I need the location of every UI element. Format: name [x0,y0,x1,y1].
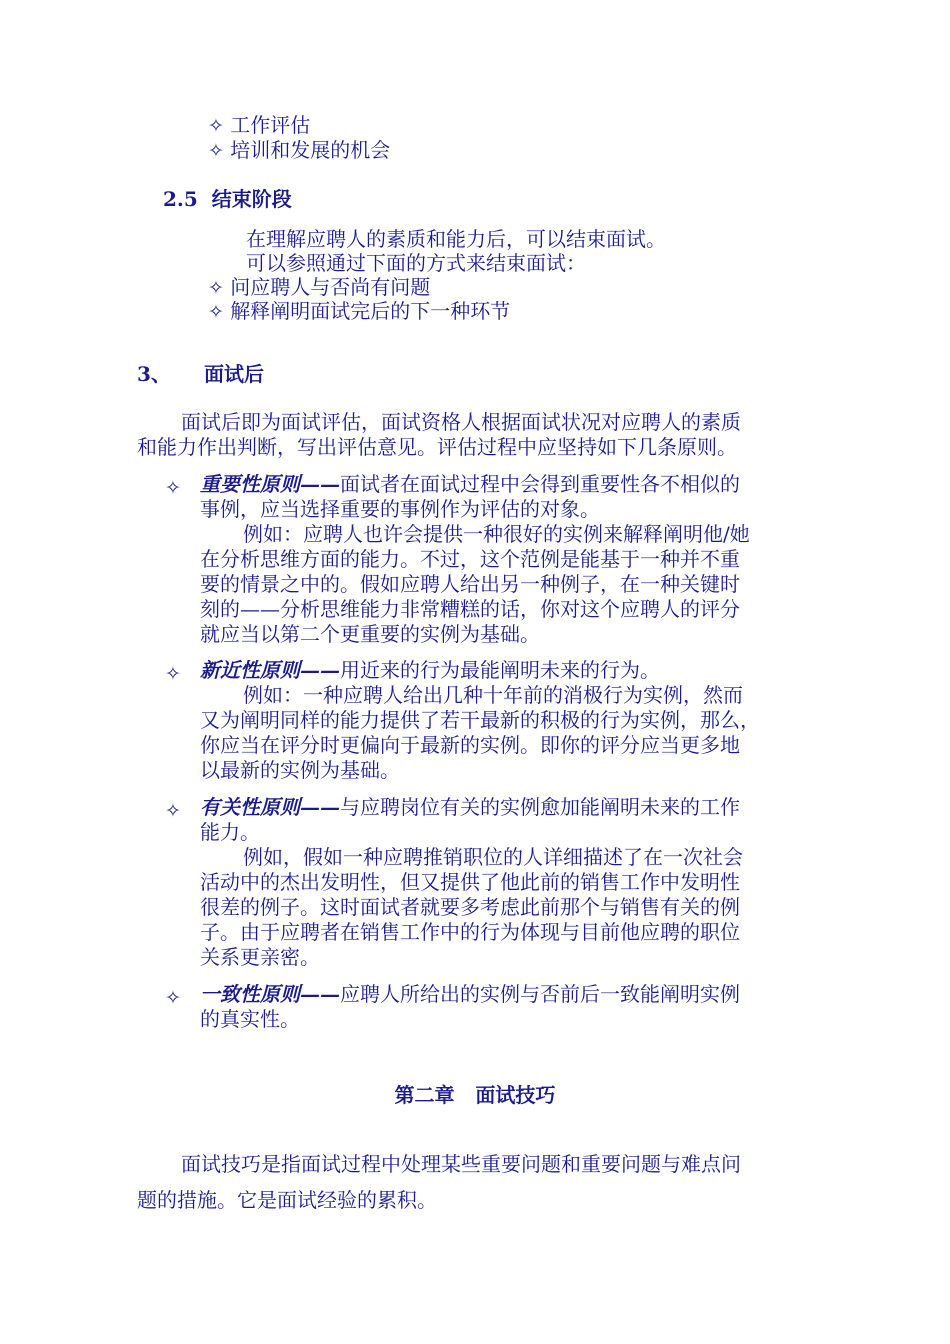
top-list-item-2 [208,138,390,163]
list-item-text: 工作评估 [230,113,311,137]
section-number: 2.5 [163,187,198,211]
principle-text: 面试者在面试过程中会得到重要性各不相似的 [340,472,740,496]
list-item-text: 问应聘人与否尚有问题 [230,275,431,299]
example-line: 子。由于应聘者在销售工作中的行为体现与目前他应聘的职位 [200,920,740,944]
principle-first-line [200,472,750,497]
principle-title: 有关性原则—— [200,795,340,819]
paragraph-line: 的真实性。 [200,1007,300,1031]
section-2-5-line-2: 可以参照通过下面的方式来结束面试： [246,251,586,275]
diamond-bullet-icon: ✧ [165,800,181,822]
diamond-bullet-icon: ✧ [208,140,224,162]
section-2-5-item-2 [208,299,510,324]
paragraph-line: 事例，应当选择重要的事例作为评估的对象。 [200,497,600,521]
example-line: 活动中的杰出发明性，但又提供了他此前的销售工作中发明性 [200,870,740,894]
example-line: 就应当以第二个更重要的实例为基础。 [200,622,540,646]
section-2-5-item-1 [208,275,430,300]
diamond-bullet-icon: ✧ [208,115,224,137]
section-3-intro [137,410,741,460]
chapter-intro [137,1146,741,1218]
paragraph-line: 和能力作出判断，写出评估意见。评估过程中应坚持如下几条原则。 [137,435,737,459]
principle-bullet-2 [165,661,181,686]
paragraph-line: 能力。 [200,820,260,844]
section-3-title: 面试后 [204,362,264,386]
chapter-heading: 第二章 面试技巧 [394,1083,556,1107]
top-list-item-1 [208,113,310,138]
example-line: 你应当在评分时更偏向于最新的实例。即你的评分应当更多地 [200,733,740,757]
paragraph-line: 面试后即为面试评估，面试资格人根据面试状况对应聘人的素质 [181,410,741,434]
list-item-text: 培训和发展的机会 [230,138,391,162]
example-line: 要的情景之中的。假如应聘人给出另一种例子，在一种关键时 [200,572,740,596]
principle-bullet-3 [165,798,181,823]
principle-title: 新近性原则—— [200,658,340,682]
section-2-5-line-1: 在理解应聘人的素质和能力后，可以结束面试。 [246,227,666,251]
example-line: 例如：应聘人也许会提供一种很好的实例来解释阐明他/她 [243,522,750,546]
principle-1 [200,472,750,647]
principle-text: 应聘人所给出的实例与否前后一致能阐明实例 [340,982,740,1006]
example-line: 很差的例子。这时面试者就要多考虑此前那个与销售有关的例 [200,895,740,919]
principle-2 [200,658,760,783]
section-number: 3、 [137,362,171,386]
list-item-text: 解释阐明面试完后的下一种环节 [230,299,511,323]
principle-first-line [200,795,743,820]
principle-bullet-4 [165,985,181,1010]
principle-title: 重要性原则—— [200,472,340,496]
diamond-bullet-icon: ✧ [208,277,224,299]
principle-text: 用近来的行为最能阐明未来的行为。 [340,658,660,682]
example-line: 例如：一种应聘人给出几种十年前的消极行为实例，然而 [243,683,743,707]
paragraph-line: 题的措施。它是面试经验的累积。 [137,1188,437,1212]
diamond-bullet-icon: ✧ [208,301,224,323]
principle-3 [200,795,743,970]
diamond-bullet-icon: ✧ [165,663,181,685]
example-line: 又为阐明同样的能力提供了若干最新的积极的行为实例，那么， [200,708,760,732]
section-2-5-heading [163,187,292,211]
diamond-bullet-icon: ✧ [165,477,181,499]
principle-title: 一致性原则—— [200,982,340,1006]
principle-text: 与应聘岗位有关的实例愈加能阐明未来的工作 [340,795,740,819]
diamond-bullet-icon: ✧ [165,987,181,1009]
example-line: 例如，假如一种应聘推销职位的人详细描述了在一次社会 [243,845,743,869]
section-title: 结束阶段 [211,187,292,211]
section-3-heading [137,362,171,386]
example-line: 在分析思维方面的能力。不过，这个范例是能基于一种并不重 [200,547,740,571]
principle-first-line [200,658,760,683]
paragraph-line: 面试技巧是指面试过程中处理某些重要问题和重要问题与难点问 [181,1152,741,1176]
principle-first-line [200,982,740,1007]
example-line: 关系更亲密。 [200,945,320,969]
principle-4 [200,982,740,1032]
example-line: 以最新的实例为基础。 [200,758,400,782]
example-line: 刻的——分析思维能力非常糟糕的话，你对这个应聘人的评分 [200,597,740,621]
principle-bullet-1 [165,475,181,500]
